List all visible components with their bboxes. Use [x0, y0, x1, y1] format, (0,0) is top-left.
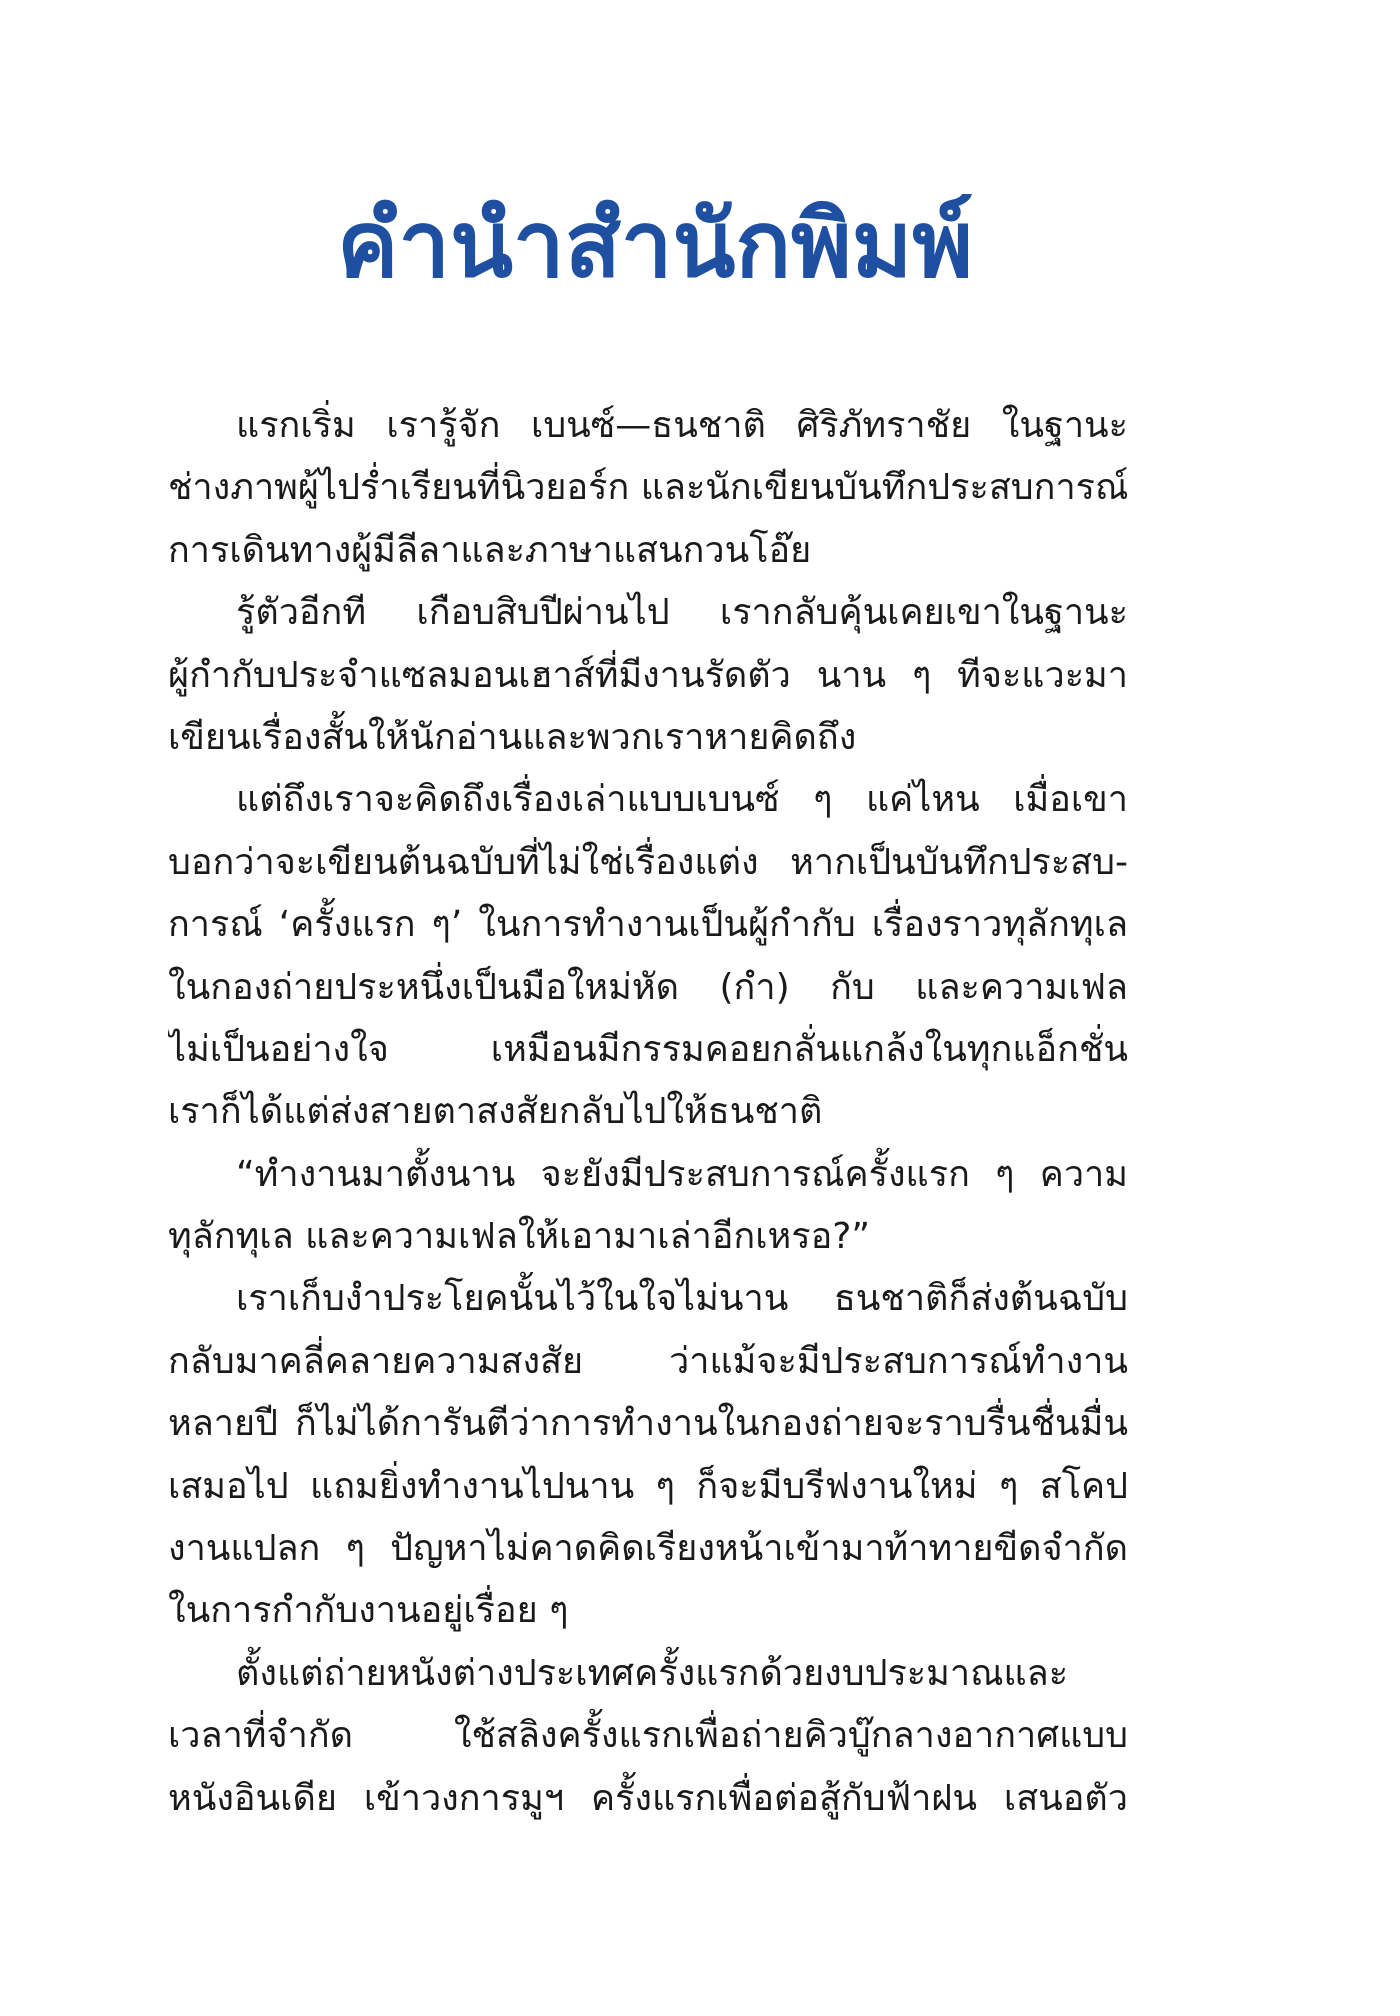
text-line: การณ์ ‘ครั้งแรก ๆ’ ในการทำงานเป็นผู้กำกับ เรื่องราวทุลักทุเล: [168, 904, 1128, 946]
text-line: ตั้งแต่ถ่ายหนังต่างประเทศครั้งแรกด้วยงบประมาณและ: [236, 1652, 1069, 1694]
text-line: เวลาที่จำกัด ใช้สลิงครั้งแรกเพื่อถ่ายคิวบู๊กลางอากาศแบบ: [168, 1715, 1128, 1757]
text-line: หลายปี ก็ไม่ได้การันตีว่าการทำงานในกองถ่ายจะราบรื่นชื่นมื่น: [168, 1403, 1128, 1445]
text-line: ช่างภาพผู้ไปร่ำเรียนที่นิวยอร์ก และนักเขียนบันทึกประสบการณ์: [168, 467, 1128, 509]
text-line: เราก็ได้แต่ส่งสายตาสงสัยกลับไปให้ธนชาติ: [168, 1091, 823, 1133]
text-line: งานแปลก ๆ ปัญหาไม่คาดคิดเรียงหน้าเข้ามาท้าทายขีดจำกัด: [168, 1528, 1128, 1570]
text-line: แต่ถึงเราจะคิดถึงเรื่องเล่าแบบเบนซ์ ๆ แค่ไหน เมื่อเขา: [236, 779, 1128, 821]
text-line: การเดินทางผู้มีลีลาและภาษาแสนกวนโอ๊ย: [168, 529, 812, 571]
page-title: คำนำสำนักพิมพ์: [336, 191, 974, 298]
text-line: ผู้กำกับประจำแซลมอนเฮาส์ที่มีงานรัดตัว นาน ๆ ทีจะแวะมา: [168, 654, 1128, 696]
text-line: บอกว่าจะเขียนต้นฉบับที่ไม่ใช่เรื่องแต่ง หากเป็นบันทึกประสบ-: [168, 841, 1128, 883]
text-line: ในกองถ่ายประหนึ่งเป็นมือใหม่หัด (กำ) กับ และความเฟล: [168, 966, 1128, 1008]
text-line: เราเก็บงำประโยคนั้นไว้ในใจไม่นาน ธนชาติก็ส่งต้นฉบับ: [236, 1278, 1128, 1320]
text-line: กลับมาคลี่คลายความสงสัย ว่าแม้จะมีประสบการณ์ทำงาน: [168, 1340, 1128, 1382]
text-line: ไม่เป็นอย่างใจ เหมือนมีกรรมคอยกลั่นแกล้งในทุกแอ็กชั่น: [168, 1028, 1128, 1070]
text-line: หนังอินเดีย เข้าวงการมูฯ ครั้งแรกเพื่อต่อสู้กับฟ้าฝน เสนอตัว: [168, 1777, 1128, 1819]
text-line: เขียนเรื่องสั้นให้นักอ่านและพวกเราหายคิดถึง: [168, 716, 857, 758]
text-line: แรกเริ่ม เรารู้จัก เบนซ์—ธนชาติ ศิริภัทราชัย ในฐานะ: [236, 405, 1128, 446]
text-line: รู้ตัวอีกที เกือบสิบปีผ่านไป เรากลับคุ้นเคยเขาในฐานะ: [236, 592, 1128, 634]
text-line: “ทำงานมาตั้งนาน จะยังมีประสบการณ์ครั้งแรก ๆ ความ: [236, 1153, 1128, 1195]
text-line: ทุลักทุเล และความเฟลให้เอามาเล่าอีกเหรอ?”: [168, 1216, 870, 1258]
text-line: ในการกำกับงานอยู่เรื่อย ๆ: [168, 1590, 569, 1632]
text-line: เสมอไป แถมยิ่งทำงานไปนาน ๆ ก็จะมีบรีฟงานใหม่ ๆ สโคป: [168, 1465, 1128, 1507]
body-text: [168, 395, 1128, 1830]
